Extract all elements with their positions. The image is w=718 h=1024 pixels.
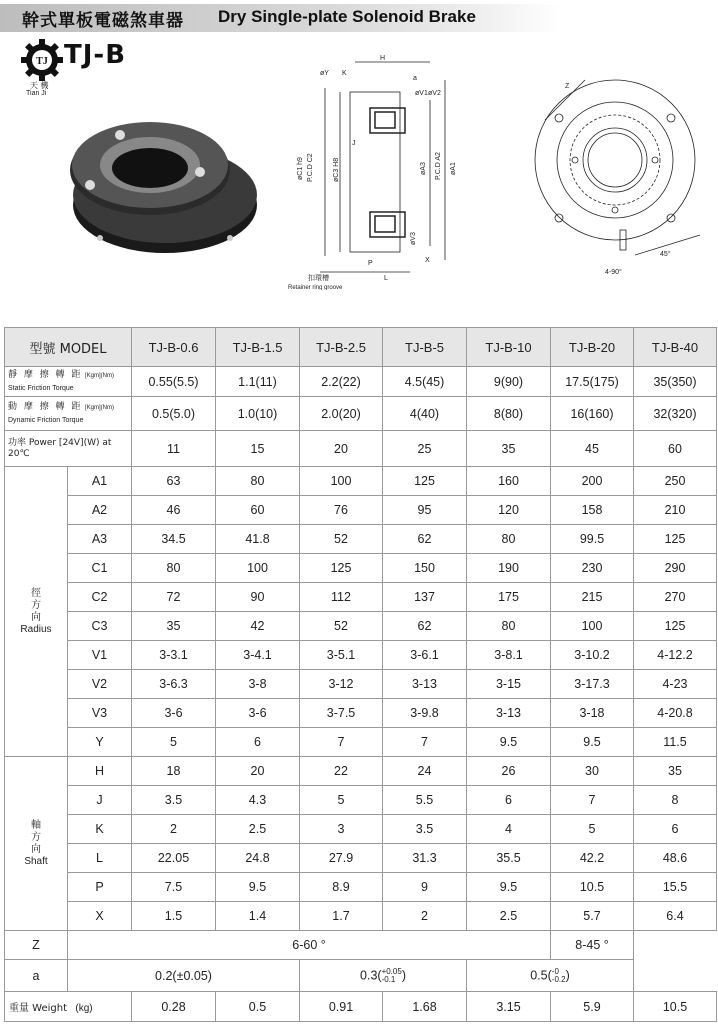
table-cell: 4(40) — [383, 397, 467, 431]
table-row — [5, 641, 717, 670]
table-cell: 5 — [300, 786, 383, 815]
table-row — [5, 699, 717, 728]
table-cell: 16(160) — [551, 397, 634, 431]
table-cell: 7.5 — [132, 873, 216, 902]
model-col-header: TJ-B-1.5 — [216, 328, 300, 367]
table-cell: 290 — [634, 554, 717, 583]
dim-label-c1: øC1 h9 — [297, 157, 304, 180]
a-value-base: 0.5( — [530, 967, 552, 982]
table-cell: 90 — [216, 583, 300, 612]
table-cell: 31.3 — [383, 844, 467, 873]
dynamic-torque-zh: 動 摩 擦 轉 距 — [8, 402, 83, 412]
row-label: a — [5, 960, 68, 992]
logo-mark: TJ — [36, 56, 48, 67]
row-label: X — [68, 902, 132, 931]
a-value-tolerance — [382, 968, 402, 984]
table-cell: 3-13 — [467, 699, 551, 728]
table-header-row — [5, 328, 717, 367]
logo-name: TJ-B — [64, 40, 127, 70]
model-header: 型號 MODEL — [5, 328, 132, 367]
table-cell: 3-9.8 — [383, 699, 467, 728]
table-cell: 20 — [300, 431, 383, 467]
brake-product-photo — [60, 110, 260, 260]
weight-unit: (kg) — [75, 1003, 93, 1014]
model-col-header: TJ-B-2.5 — [300, 328, 383, 367]
power-label: 功率 Power [24V](W) at 20℃ — [5, 431, 132, 467]
model-col-header: TJ-B-10 — [467, 328, 551, 367]
table-cell: 60 — [634, 431, 717, 467]
table-cell: 175 — [467, 583, 551, 612]
model-col-header: TJ-B-5 — [383, 328, 467, 367]
table-cell: 2.5 — [216, 815, 300, 844]
table-cell: 17.5(175) — [551, 367, 634, 397]
table-cell: 2.0(20) — [300, 397, 383, 431]
row-label: A1 — [68, 467, 132, 496]
table-cell: 0.28 — [132, 992, 216, 1022]
table-row — [5, 583, 717, 612]
table-cell: 80 — [216, 467, 300, 496]
table-cell: 3-8 — [216, 670, 300, 699]
table-cell: 2.5 — [467, 902, 551, 931]
row-label: V3 — [68, 699, 132, 728]
table-cell: 35 — [467, 431, 551, 467]
table-row — [5, 873, 717, 902]
table-cell: 1.4 — [216, 902, 300, 931]
table-row — [5, 467, 717, 496]
table-cell: 25 — [383, 431, 467, 467]
table-cell: 5.9 — [551, 992, 634, 1022]
table-cell: 1.7 — [300, 902, 383, 931]
table-cell: 3-5.1 — [300, 641, 383, 670]
table-cell: 42 — [216, 612, 300, 641]
table-cell — [467, 960, 634, 992]
dim-label-h: H — [380, 55, 386, 62]
table-row — [5, 815, 717, 844]
table-cell: 9.5 — [216, 873, 300, 902]
a-tol-lower: -0.2 — [551, 974, 566, 984]
table-row — [5, 612, 717, 641]
radius-section — [5, 467, 717, 757]
dim-label-x: X — [425, 257, 430, 264]
table-cell: 9 — [383, 873, 467, 902]
front-label-4-90: 4-90° — [605, 269, 622, 276]
table-cell: 1.1(11) — [216, 367, 300, 397]
model-col-header: TJ-B-0.6 — [132, 328, 216, 367]
gear-icon — [20, 38, 64, 82]
dim-label-a3: øA3 — [420, 162, 427, 175]
dim-label-k: K — [342, 70, 347, 77]
table-row — [5, 757, 717, 786]
dim-label-p: P — [368, 260, 373, 267]
table-cell: 0.5 — [216, 992, 300, 1022]
table-cell: 4 — [467, 815, 551, 844]
table-row — [5, 670, 717, 699]
table-cell: 3-8.1 — [467, 641, 551, 670]
table-cell: 125 — [300, 554, 383, 583]
table-cell: 3-18 — [551, 699, 634, 728]
table-cell: 160 — [467, 467, 551, 496]
table-cell: 3 — [300, 815, 383, 844]
table-row — [5, 554, 717, 583]
table-cell: 24.8 — [216, 844, 300, 873]
groove-label-chinese: 扣環槽 — [308, 274, 329, 282]
dynamic-torque-label — [5, 397, 132, 431]
table-cell: 10.5 — [551, 873, 634, 902]
front-view-drawing — [525, 60, 715, 280]
row-label: P — [68, 873, 132, 902]
model-col-header: TJ-B-20 — [551, 328, 634, 367]
front-label-45: 45° — [660, 251, 671, 258]
table-cell: 4.5(45) — [383, 367, 467, 397]
table-cell: 6 — [634, 815, 717, 844]
dim-label-l: L — [384, 275, 388, 282]
static-torque-label — [5, 367, 132, 397]
table-cell: 2 — [383, 902, 467, 931]
dynamic-torque-en: Dynamic Friction Torque — [8, 417, 84, 424]
table-cell: 3-6.1 — [383, 641, 467, 670]
table-cell: 3-7.5 — [300, 699, 383, 728]
table-cell: 3-6 — [216, 699, 300, 728]
table-cell: 22.05 — [132, 844, 216, 873]
a-tol-upper: +0.05 — [381, 966, 402, 976]
table-row — [5, 728, 717, 757]
dim-label-a: a — [413, 75, 417, 82]
table-cell: 63 — [132, 467, 216, 496]
table-cell: 100 — [300, 467, 383, 496]
table-cell: 35.5 — [467, 844, 551, 873]
dim-label-v1: øV1 — [415, 90, 428, 97]
table-cell: 80 — [467, 525, 551, 554]
logo-sub-english: Tian Ji — [26, 90, 47, 97]
row-label: J — [68, 786, 132, 815]
table-cell: 5.7 — [551, 902, 634, 931]
table-cell: 1.68 — [383, 992, 467, 1022]
table-cell: 11.5 — [634, 728, 717, 757]
table-cell: 158 — [551, 496, 634, 525]
table-row — [5, 367, 717, 397]
table-cell: 8(80) — [467, 397, 551, 431]
table-cell: 35(350) — [634, 367, 717, 397]
group-label-part: 向 — [31, 843, 41, 855]
a-value-tolerance — [552, 968, 566, 984]
dim-label-c3: øC3 H8 — [333, 157, 340, 182]
a-value-base: 0.3( — [360, 967, 382, 982]
spec-table — [4, 327, 717, 1022]
table-cell: 6-60 ° — [68, 931, 551, 960]
title-chinese: 幹式單板電磁煞車器 — [22, 11, 184, 31]
table-cell: 80 — [467, 612, 551, 641]
row-label: A3 — [68, 525, 132, 554]
table-cell: 15.5 — [634, 873, 717, 902]
table-cell: 9.5 — [467, 873, 551, 902]
a-tol-upper: -0 — [551, 966, 559, 976]
table-cell: 76 — [300, 496, 383, 525]
table-cell: 100 — [551, 612, 634, 641]
table-cell: 3-15 — [467, 670, 551, 699]
table-cell: 72 — [132, 583, 216, 612]
dim-label-a2: P.C.D A2 — [435, 152, 442, 180]
table-cell: 24 — [383, 757, 467, 786]
table-cell: 3-3.1 — [132, 641, 216, 670]
group-label-part: 徑 — [31, 587, 41, 599]
table-cell: 4-20.8 — [634, 699, 717, 728]
table-cell: 34.5 — [132, 525, 216, 554]
table-cell: 45 — [551, 431, 634, 467]
table-cell: 35 — [132, 612, 216, 641]
table-cell: 6 — [467, 786, 551, 815]
table-cell: 4-12.2 — [634, 641, 717, 670]
table-cell: 3.5 — [383, 815, 467, 844]
table-cell: 8 — [634, 786, 717, 815]
table-cell: 200 — [551, 467, 634, 496]
row-label: Z — [5, 931, 68, 960]
table-cell: 3-13 — [383, 670, 467, 699]
row-label: H — [68, 757, 132, 786]
row-label: L — [68, 844, 132, 873]
weight-label — [5, 992, 132, 1022]
table-cell: 215 — [551, 583, 634, 612]
table-row — [5, 960, 717, 992]
table-cell: 9(90) — [467, 367, 551, 397]
table-cell: 52 — [300, 525, 383, 554]
a-tol-lower: -0.1 — [381, 974, 396, 984]
table-cell: 0.55(5.5) — [132, 367, 216, 397]
table-cell: 5 — [551, 815, 634, 844]
page-header — [0, 0, 718, 36]
table-cell: 62 — [383, 525, 467, 554]
table-cell: 270 — [634, 583, 717, 612]
table-row — [5, 844, 717, 873]
table-cell: 10.5 — [634, 992, 717, 1022]
table-cell: 15 — [216, 431, 300, 467]
table-cell: 5.5 — [383, 786, 467, 815]
table-cell: 5 — [132, 728, 216, 757]
table-cell: 7 — [300, 728, 383, 757]
table-cell: 52 — [300, 612, 383, 641]
table-cell: 46 — [132, 496, 216, 525]
table-cell: 3-6.3 — [132, 670, 216, 699]
dynamic-torque-unit: [Kgm](Nm) — [84, 405, 114, 411]
group-label-part: 軸 — [31, 819, 41, 831]
radius-group-label — [5, 467, 68, 757]
table-cell: 3.5 — [132, 786, 216, 815]
table-row — [5, 931, 717, 960]
table-cell: 32(320) — [634, 397, 717, 431]
table-cell: 30 — [551, 757, 634, 786]
table-cell: 3-4.1 — [216, 641, 300, 670]
static-torque-zh: 靜 摩 擦 轉 距 — [8, 370, 83, 380]
table-cell: 62 — [383, 612, 467, 641]
table-cell: 3-17.3 — [551, 670, 634, 699]
row-label: V2 — [68, 670, 132, 699]
table-cell: 125 — [383, 467, 467, 496]
table-cell: 2.2(22) — [300, 367, 383, 397]
brand-logo — [20, 38, 150, 102]
table-cell: 3-12 — [300, 670, 383, 699]
row-label: V1 — [68, 641, 132, 670]
table-cell: 35 — [634, 757, 717, 786]
group-label-part: 向 — [31, 611, 41, 623]
table-cell: 27.9 — [300, 844, 383, 873]
title-english: Dry Single-plate Solenoid Brake — [218, 7, 476, 26]
row-label: A2 — [68, 496, 132, 525]
table-cell: 150 — [383, 554, 467, 583]
shaft-group-label — [5, 757, 68, 931]
table-cell: 18 — [132, 757, 216, 786]
table-cell: 26 — [467, 757, 551, 786]
table-cell: 4.3 — [216, 786, 300, 815]
side-section-drawing — [280, 50, 480, 290]
table-cell: 8-45 ° — [551, 931, 634, 960]
table-cell: 7 — [383, 728, 467, 757]
a-value-end: ) — [401, 967, 406, 982]
shaft-section — [5, 757, 717, 931]
table-cell: 0.5(5.0) — [132, 397, 216, 431]
model-col-header: TJ-B-40 — [634, 328, 717, 367]
table-cell: 3-6 — [132, 699, 216, 728]
table-cell — [300, 960, 467, 992]
table-cell: 60 — [216, 496, 300, 525]
table-cell: 2 — [132, 815, 216, 844]
table-cell: 8.9 — [300, 873, 383, 902]
table-cell: 9.5 — [467, 728, 551, 757]
dim-label-y: øY — [320, 70, 329, 77]
table-cell: 125 — [634, 612, 717, 641]
table-row — [5, 397, 717, 431]
row-label: C3 — [68, 612, 132, 641]
table-cell: 125 — [634, 525, 717, 554]
row-label: C2 — [68, 583, 132, 612]
table-cell: 48.6 — [634, 844, 717, 873]
dim-label-v2: øV2 — [428, 90, 441, 97]
table-cell: 137 — [383, 583, 467, 612]
static-torque-en: Static Friction Torque — [8, 385, 74, 392]
table-cell: 0.91 — [300, 992, 383, 1022]
table-row — [5, 786, 717, 815]
table-row — [5, 496, 717, 525]
dim-label-c2: P.C.D C2 — [307, 153, 314, 182]
table-cell: 210 — [634, 496, 717, 525]
table-row — [5, 902, 717, 931]
groove-label-english: Retainer ring groove — [288, 285, 343, 290]
table-row — [5, 431, 717, 467]
table-cell: 11 — [132, 431, 216, 467]
row-label: C1 — [68, 554, 132, 583]
table-cell: 230 — [551, 554, 634, 583]
group-label-part: 方 — [31, 831, 41, 843]
table-cell: 80 — [132, 554, 216, 583]
table-cell: 99.5 — [551, 525, 634, 554]
table-row — [5, 525, 717, 554]
group-label-part: Radius — [20, 623, 52, 635]
table-cell: 1.0(10) — [216, 397, 300, 431]
row-label: Y — [68, 728, 132, 757]
front-label-z: Z — [565, 83, 570, 90]
table-cell: 95 — [383, 496, 467, 525]
dim-label-a1: øA1 — [450, 162, 457, 175]
static-torque-unit: [Kgm](Nm) — [84, 373, 114, 379]
table-cell: 22 — [300, 757, 383, 786]
table-cell: 0.2(±0.05) — [68, 960, 300, 992]
table-cell: 3.15 — [467, 992, 551, 1022]
table-cell: 42.2 — [551, 844, 634, 873]
table-cell: 100 — [216, 554, 300, 583]
dim-label-v3: øV3 — [410, 232, 417, 245]
table-cell: 120 — [467, 496, 551, 525]
table-cell: 6.4 — [634, 902, 717, 931]
table-cell: 250 — [634, 467, 717, 496]
table-row — [5, 992, 717, 1022]
table-cell: 41.8 — [216, 525, 300, 554]
table-cell: 9.5 — [551, 728, 634, 757]
row-label: K — [68, 815, 132, 844]
table-cell: 20 — [216, 757, 300, 786]
group-label-part: Shaft — [24, 855, 48, 867]
table-cell: 3-10.2 — [551, 641, 634, 670]
a-value-end: ) — [565, 967, 570, 982]
table-cell: 112 — [300, 583, 383, 612]
table-cell: 1.5 — [132, 902, 216, 931]
dim-label-j: J — [352, 140, 356, 147]
table-cell: 7 — [551, 786, 634, 815]
table-cell: 4-23 — [634, 670, 717, 699]
logo-sub-chinese: 天 機 — [30, 81, 49, 90]
table-cell: 190 — [467, 554, 551, 583]
weight-label-text: 重量 Weight — [9, 1003, 68, 1014]
table-cell: 6 — [216, 728, 300, 757]
group-label-part: 方 — [31, 599, 41, 611]
